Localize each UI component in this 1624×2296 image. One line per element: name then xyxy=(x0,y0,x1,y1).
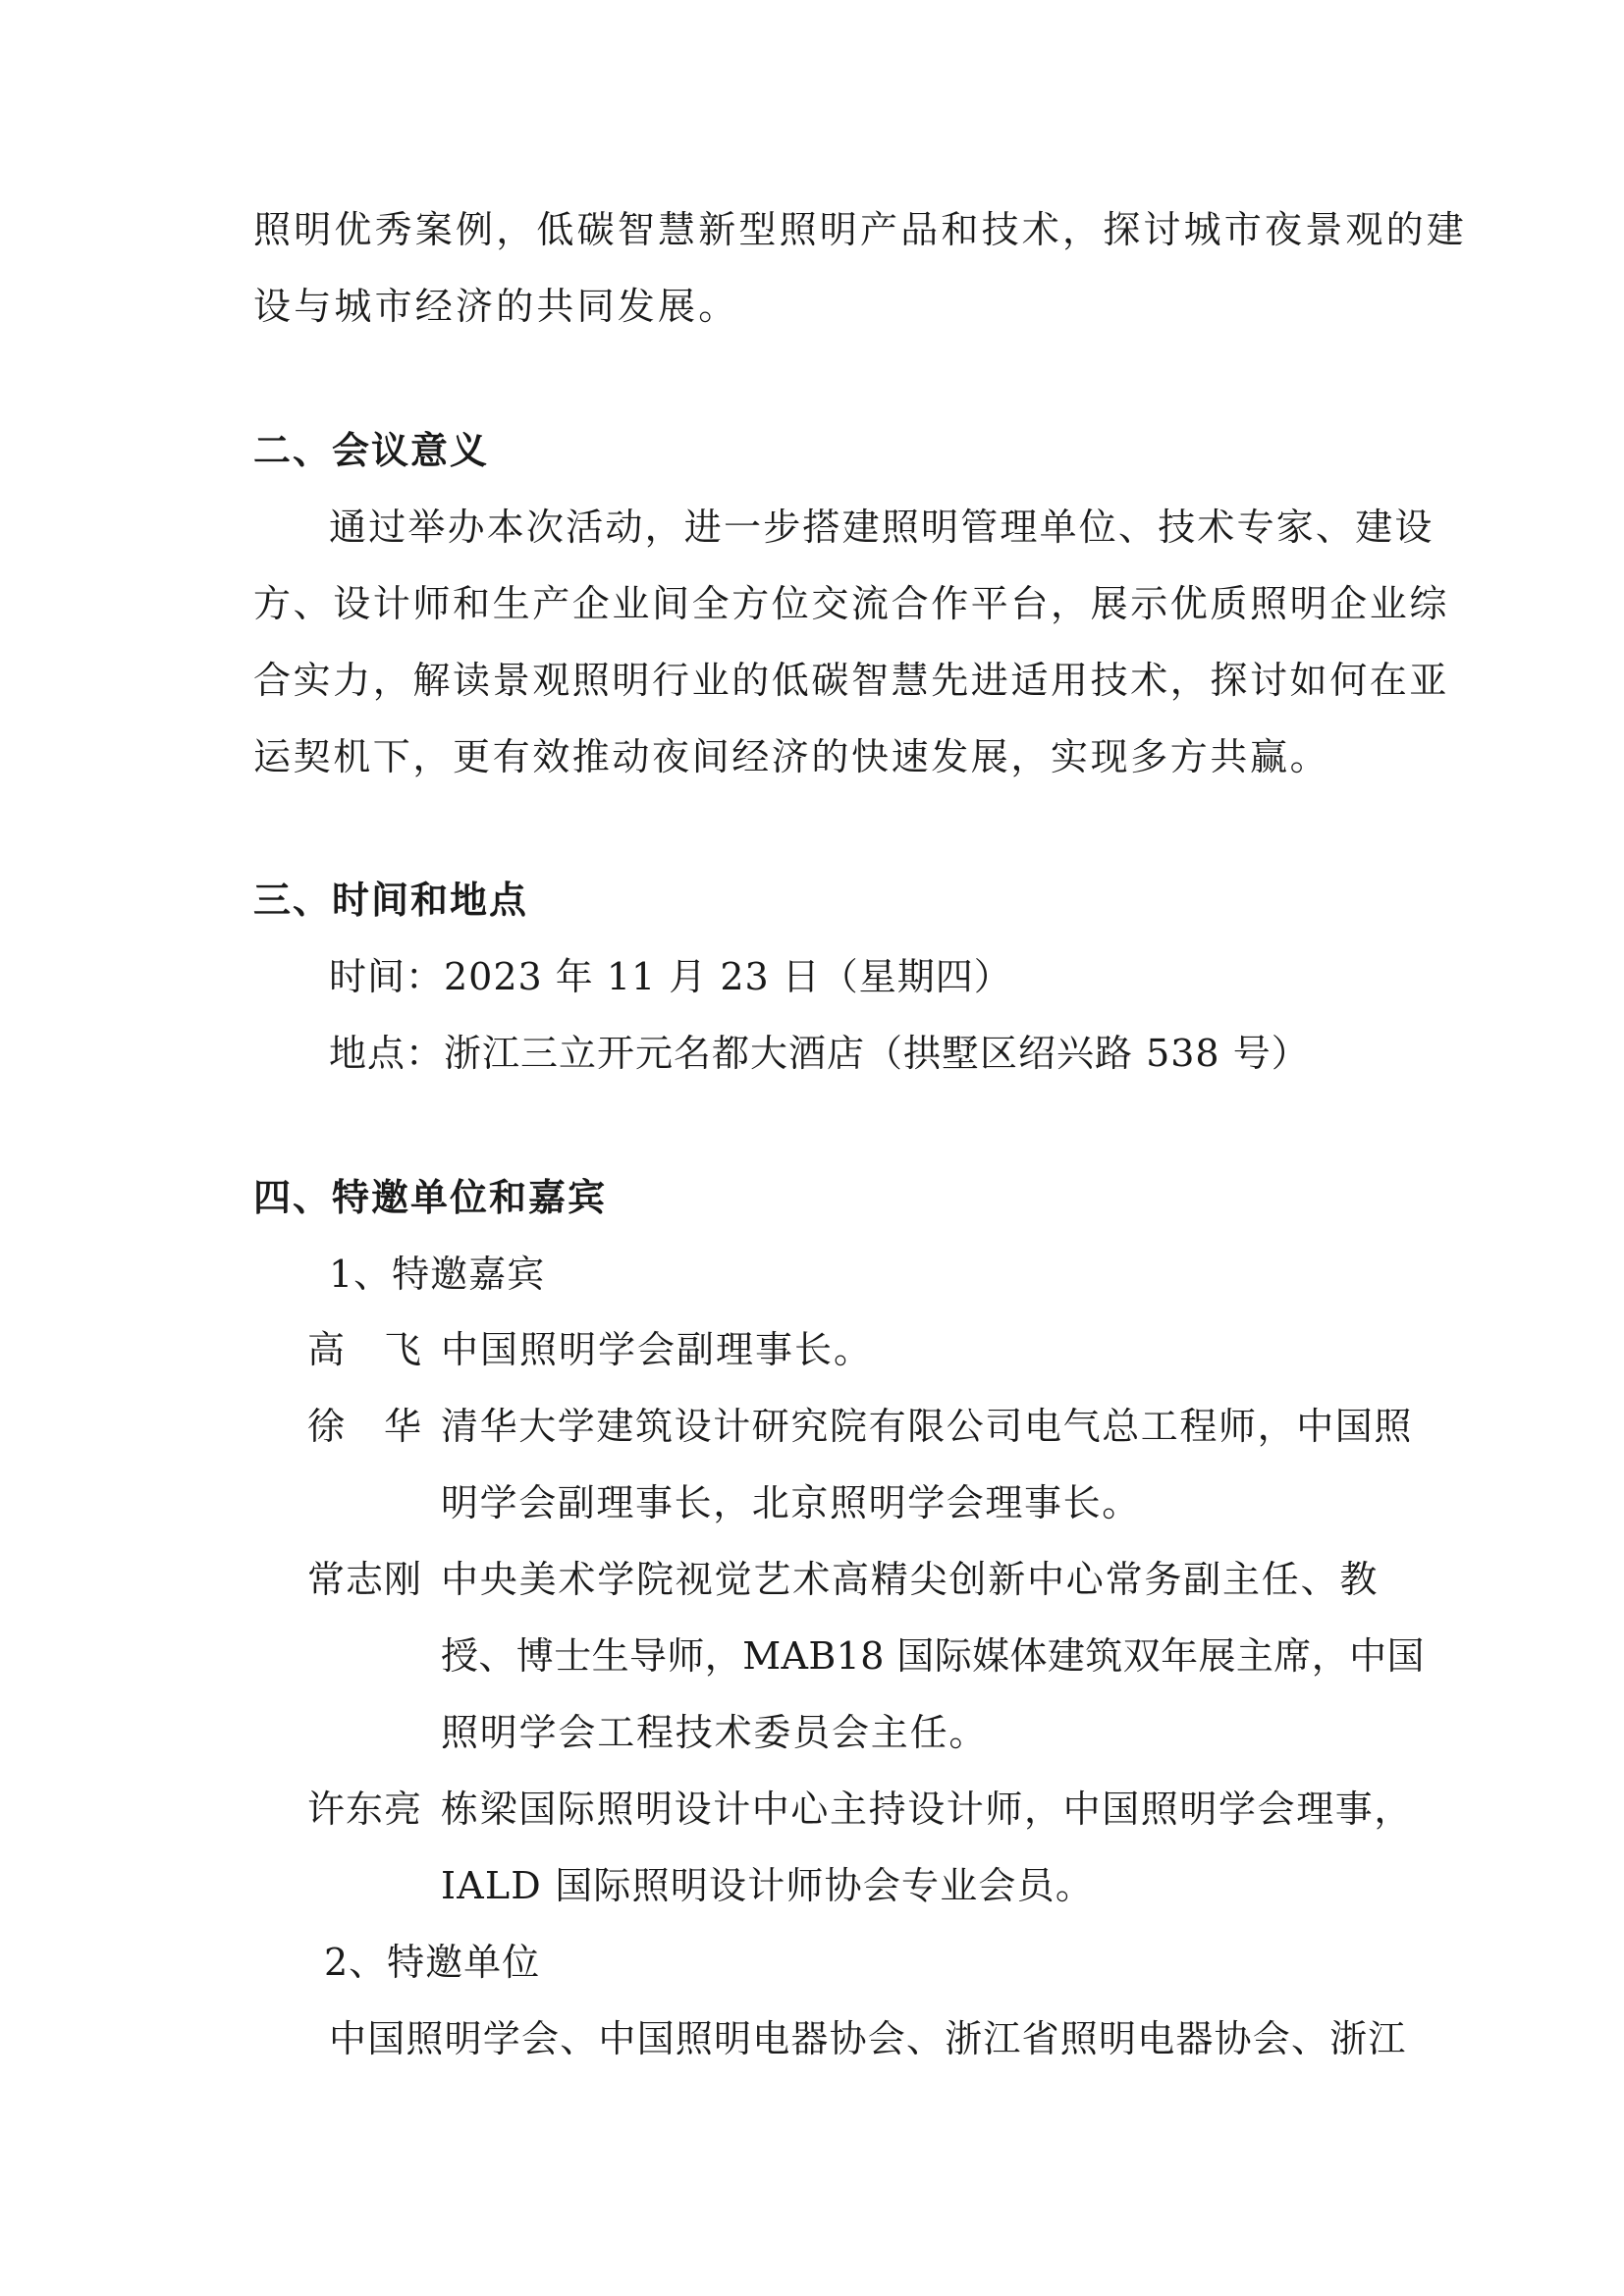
guest-desc-4-text-2: IALD 国际照明设计师协会专业会员。 xyxy=(441,1864,1095,1907)
intro-line-1 xyxy=(253,204,1468,255)
guest-name-1 xyxy=(307,1324,421,1375)
guest-desc-2-text-1: 清华大学建筑设计研究院有限公司电气总工程师，中国照 xyxy=(441,1405,1414,1448)
significance-text-3: 合实力，解读景观照明行业的低碳智慧先进适用技术，探讨如何在亚 xyxy=(253,659,1450,702)
guest-desc-2-line-1 xyxy=(441,1401,1413,1452)
significance-text-1: 通过举办本次活动，进一步搭建照明管理单位、技术专家、建设 xyxy=(329,506,1435,549)
subheading-guests-text: 1、特邀嘉宾 xyxy=(329,1253,546,1296)
subheading-guests xyxy=(329,1249,545,1300)
guest-name-1-b: 飞 xyxy=(383,1328,421,1371)
section3-heading-text: 三、时间和地点 xyxy=(253,879,529,922)
guest-desc-3-line-1 xyxy=(441,1554,1379,1605)
units-line-1 xyxy=(329,2013,1407,2064)
intro-text-2: 设与城市经济的共同发展。 xyxy=(253,285,739,328)
guest-desc-3-text-2: 授、博士生导师，MAB18 国际媒体建筑双年展主席，中国 xyxy=(441,1634,1425,1678)
event-time-text: 时间：2023 年 11 月 23 日（星期四） xyxy=(329,955,1012,998)
guest-name-2 xyxy=(307,1401,421,1452)
guest-name-4 xyxy=(307,1784,422,1835)
significance-text-2: 方、设计师和生产企业间全方位交流合作平台，展示优质照明企业综 xyxy=(253,582,1450,625)
intro-line-2 xyxy=(253,281,738,332)
significance-line-2 xyxy=(253,578,1449,629)
event-time xyxy=(329,951,1012,1002)
significance-text-4: 运契机下，更有效推动夜间经济的快速发展，实现多方共赢。 xyxy=(253,735,1330,778)
event-place-text: 地点：浙江三立开元名都大酒店（拱墅区绍兴路 538 号） xyxy=(329,1032,1310,1075)
event-place xyxy=(329,1028,1310,1079)
section-heading-time-place xyxy=(253,875,528,926)
guest-name-1-a: 高 xyxy=(307,1328,346,1371)
significance-line-1 xyxy=(329,502,1435,553)
guest-name-2-a: 徐 xyxy=(307,1405,346,1448)
guest-name-4-text: 许东亮 xyxy=(307,1788,423,1831)
guest-desc-4-line-2 xyxy=(441,1860,1094,1911)
guest-desc-1-text-1: 中国照明学会副理事长。 xyxy=(441,1328,874,1371)
guest-desc-2-line-2 xyxy=(441,1477,1141,1528)
section4-heading-text: 四、特邀单位和嘉宾 xyxy=(253,1176,608,1219)
intro-text-1: 照明优秀案例，低碳智慧新型照明产品和技术，探讨城市夜景观的建 xyxy=(253,208,1468,251)
guest-name-3 xyxy=(307,1554,422,1605)
guest-desc-3-text-3: 照明学会工程技术委员会主任。 xyxy=(441,1711,989,1754)
guest-desc-2-text-2: 明学会副理事长，北京照明学会理事长。 xyxy=(441,1481,1141,1524)
significance-line-4 xyxy=(253,731,1329,782)
guest-desc-3-text-1: 中央美术学院视觉艺术高精尖创新中心常务副主任、教 xyxy=(441,1558,1380,1601)
guest-desc-4-text-1: 栋梁国际照明设计中心主持设计师，中国照明学会理事， xyxy=(441,1788,1414,1831)
units-text-1: 中国照明学会、中国照明电器协会、浙江省照明电器协会、浙江 xyxy=(329,2017,1407,2060)
guest-name-2-b: 华 xyxy=(383,1405,421,1448)
guest-desc-3-line-3 xyxy=(441,1707,988,1758)
subheading-units-text: 2、特邀单位 xyxy=(324,1941,541,1984)
section-heading-guests xyxy=(253,1172,607,1223)
section-heading-significance xyxy=(253,425,489,476)
guest-name-3-text: 常志刚 xyxy=(307,1558,423,1601)
significance-line-3 xyxy=(253,655,1449,706)
subheading-units xyxy=(324,1937,540,1988)
guest-desc-1-line-1 xyxy=(441,1324,873,1375)
section2-heading-text: 二、会议意义 xyxy=(253,429,490,472)
guest-desc-3-line-2 xyxy=(441,1630,1425,1682)
guest-desc-4-line-1 xyxy=(441,1784,1413,1835)
